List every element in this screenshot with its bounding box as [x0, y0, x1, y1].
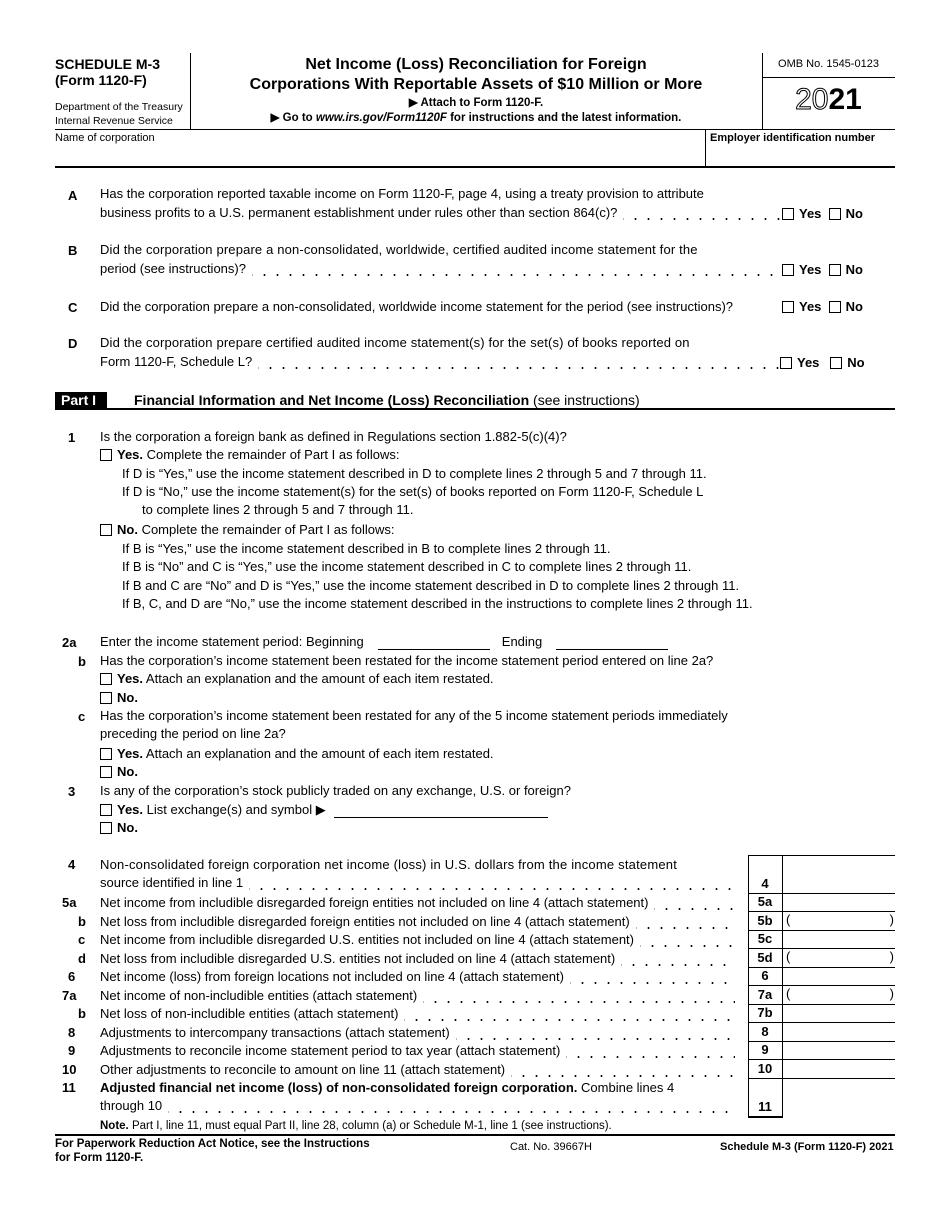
part-title-note: (see instructions) — [529, 392, 640, 408]
question-c-no-checkbox[interactable] — [829, 301, 841, 313]
yes-label: Yes — [797, 355, 820, 370]
question-b-text: period (see instructions)? — [100, 261, 246, 276]
line2b-question: Has the corporation’s income statement been restated for the income statement period entered on line 2a? — [100, 653, 714, 668]
line-number: 3 — [68, 784, 76, 799]
dot-leader — [566, 1043, 735, 1059]
line3-yes-checkbox[interactable] — [100, 804, 112, 816]
period-label: Enter the income statement period: Beginning — [100, 634, 364, 649]
line-number: 2a — [62, 635, 77, 650]
line-number: d — [78, 951, 86, 966]
line-number: c — [78, 932, 86, 947]
dot-leader — [168, 1098, 735, 1114]
question-a-text: Has the corporation reported taxable income on Form 1120-F, page 4, using a treaty provision to attribute — [100, 186, 704, 201]
yes-instruction: Attach an explanation and the amount of each item restated. — [143, 746, 494, 761]
box-label: 4 — [761, 876, 769, 891]
no-label: No. — [117, 690, 138, 705]
no-instruction: Complete the remainder of Part I as follows: — [137, 522, 395, 537]
part-label: Part I — [55, 392, 107, 409]
divider — [748, 1116, 783, 1118]
question-d-no-checkbox[interactable] — [830, 357, 842, 369]
instruction-text: If B, C, and D are “No,” use the income statement described in the instructions to complete lines 2 through 11. — [122, 596, 753, 611]
dot-leader — [249, 875, 735, 891]
note-line — [100, 1118, 612, 1134]
question-c-text: Did the corporation prepare a non-consolidated, worldwide income statement for the period (see instructions)? — [100, 299, 734, 314]
dot-leader — [640, 932, 735, 948]
yes-label: Yes. — [117, 802, 144, 817]
box-label: 8 — [761, 1024, 769, 1039]
yes-label: Yes. — [117, 671, 144, 686]
line-text: Adjustments to intercompany transactions (attach statement) — [100, 1025, 450, 1040]
amount-field-5b[interactable] — [784, 912, 894, 930]
question-d-yes-checkbox[interactable] — [780, 357, 792, 369]
question-d-text: Form 1120-F, Schedule L? — [100, 354, 253, 369]
line-number: 9 — [68, 1043, 76, 1058]
instruction-text: to complete lines 2 through 5 and 7 through 11. — [142, 502, 414, 517]
no-label: No — [845, 262, 863, 277]
amount-field-5c[interactable] — [784, 931, 894, 948]
yes-instruction: Complete the remainder of Part I as follows: — [143, 447, 400, 462]
dept-label: Department of the Treasury — [55, 101, 183, 113]
box-label: 5a — [757, 894, 773, 909]
line-text: Net income from includible disregarded foreign entities not included on line 4 (attach statement) — [100, 895, 649, 910]
no-label: No. — [117, 764, 138, 779]
footer-paperwork: for Form 1120-F. — [55, 1152, 144, 1164]
line1-no-checkbox[interactable] — [100, 524, 112, 536]
line-text: Net loss of non-includible entities (attach statement) — [100, 1006, 399, 1021]
dot-leader — [423, 988, 735, 1004]
line2c-question: Has the corporation’s income statement been restated for any of the 5 income statement periods immediately — [100, 708, 728, 723]
dot-leader — [636, 914, 735, 930]
instruction-text: If B is “No” and C is “Yes,” use the income statement described in C to complete lines 2 through 11. — [122, 559, 692, 574]
line-number: 7a — [62, 988, 77, 1003]
paren-close: ) — [889, 912, 894, 927]
line-text: through 10 — [100, 1098, 163, 1113]
question-b-yes-checkbox[interactable] — [782, 264, 794, 276]
ending-date-field[interactable] — [556, 634, 668, 650]
amount-field-5d[interactable] — [784, 949, 894, 967]
dot-leader — [570, 969, 735, 985]
tax-year — [762, 84, 895, 116]
attach-note: ▶ Attach to Form 1120-F. — [408, 97, 544, 109]
dot-leader — [621, 951, 735, 967]
line2b-no-checkbox[interactable] — [100, 692, 112, 704]
ein-label: Employer identification number — [710, 132, 876, 144]
instruction-text: If B and C are “No” and D is “Yes,” use the income statement described in D to complete lines 2 through 11. — [122, 578, 740, 593]
ein-field[interactable] — [710, 142, 893, 166]
box-label: 9 — [761, 1042, 769, 1057]
yes-label: Yes. — [117, 746, 144, 761]
divider — [705, 130, 706, 167]
box-label: 5d — [757, 950, 773, 965]
question-c-yes-checkbox[interactable] — [782, 301, 794, 313]
line-number: 1 — [68, 430, 76, 445]
amount-field-9[interactable] — [784, 1042, 894, 1059]
irs-label: Internal Revenue Service — [55, 115, 173, 127]
no-label: No — [845, 299, 863, 314]
line1-question: Is the corporation a foreign bank as defined in Regulations section 1.882-5(c)(4)? — [100, 429, 567, 444]
line-text: Other adjustments to reconcile to amount on line 11 (attach statement) — [100, 1062, 506, 1077]
amount-field-4[interactable] — [784, 856, 894, 893]
question-d-text: Did the corporation prepare certified audited income statement(s) for the set(s) of books reported on — [100, 335, 690, 350]
line-number: 4 — [68, 857, 76, 872]
line2a-text — [100, 634, 668, 650]
line-number: 6 — [68, 969, 76, 984]
line2c-no-checkbox[interactable] — [100, 766, 112, 778]
name-label: Name of corporation — [55, 132, 155, 144]
year-bold: 21 — [828, 83, 862, 116]
amount-field-7a[interactable] — [784, 986, 894, 1004]
dot-leader — [654, 895, 735, 911]
no-label: No. — [117, 522, 138, 537]
question-b-no-checkbox[interactable] — [829, 264, 841, 276]
note-text: Part I, line 11, must equal Part II, line 28, column (a) or Schedule M-1, line 1 (see instructions). — [128, 1120, 612, 1132]
question-a-text: business profits to a U.S. permanent establishment under rules other than section 864(c)? — [100, 205, 618, 220]
paren-open: ( — [786, 986, 791, 1001]
note-label: Note. — [100, 1120, 129, 1132]
line-text: Net loss from includible disregarded foreign entities not included on line 4 (attach statement) — [100, 914, 630, 929]
divider — [748, 855, 749, 1117]
beginning-date-field[interactable] — [378, 634, 490, 650]
line-text: Combine lines 4 — [577, 1080, 675, 1095]
line-text: source identified in line 1 — [100, 875, 244, 890]
catalog-number: Cat. No. 39667H — [510, 1141, 592, 1153]
footer-form-id: Schedule M-3 (Form 1120-F) 2021 — [720, 1141, 894, 1153]
footer-paperwork: For Paperwork Reduction Act Notice, see the Instructions — [55, 1138, 370, 1150]
box-label: 7a — [757, 987, 773, 1002]
dot-leader — [404, 1006, 735, 1022]
yes-instruction: Attach an explanation and the amount of each item restated. — [143, 671, 494, 686]
line-number: 8 — [68, 1025, 76, 1040]
line-number: 5a — [62, 895, 77, 910]
line2c-yes-checkbox[interactable] — [100, 748, 112, 760]
box-label: 7b — [757, 1005, 773, 1020]
yes-instruction: List exchange(s) and symbol ▶ — [143, 802, 326, 817]
part-title-text: Financial Information and Net Income (Loss) Reconciliation — [134, 392, 530, 408]
paren-close: ) — [889, 986, 894, 1001]
line-number: b — [78, 914, 86, 929]
yes-label: Yes — [799, 299, 822, 314]
question-letter: C — [68, 300, 78, 315]
instruction-text: If D is “No,” use the income statement(s) for the set(s) of books reported on Form 1120-F, Schedule L — [122, 484, 704, 499]
line-text: Net income (loss) from foreign locations not included on line 4 (attach statement) — [100, 969, 564, 984]
dot-leader — [623, 205, 780, 221]
goto-note — [190, 110, 762, 126]
yes-label: Yes. — [117, 447, 144, 462]
line-text: Net loss from includible disregarded U.S. entities not included on line 4 (attach statement) — [100, 951, 616, 966]
line-number: 10 — [62, 1062, 77, 1077]
line-text-bold: Adjusted financial net income (loss) of non-consolidated foreign corporation. — [100, 1080, 578, 1095]
box-label: 5b — [757, 913, 773, 928]
line2b-yes-checkbox[interactable] — [100, 673, 112, 685]
amount-field-5a[interactable] — [784, 894, 894, 911]
line-text: Adjustments to reconcile income statement period to tax year (attach statement) — [100, 1043, 561, 1058]
paren-open: ( — [786, 912, 791, 927]
question-letter: B — [68, 243, 78, 258]
question-letter: A — [68, 188, 78, 203]
line-number: b — [78, 654, 86, 669]
divider — [782, 855, 783, 1117]
amount-field-10[interactable] — [784, 1060, 894, 1078]
question-b-text: Did the corporation prepare a non-consolidated, worldwide, certified audited income statement for the — [100, 242, 698, 257]
goto-post: for instructions and the latest information. — [446, 112, 682, 124]
exchange-symbol-field[interactable] — [334, 802, 548, 818]
dot-leader — [252, 261, 780, 277]
instruction-text: If B is “Yes,” use the income statement described in B to complete lines 2 through 11. — [122, 541, 611, 556]
paren-close: ) — [889, 949, 894, 964]
line-number: c — [78, 709, 86, 724]
dot-leader — [511, 1062, 735, 1078]
paren-open: ( — [786, 949, 791, 964]
yes-label: Yes — [799, 262, 822, 277]
omb-number: OMB No. 1545-0123 — [778, 58, 879, 70]
dot-leader — [258, 354, 780, 370]
name-field[interactable] — [58, 142, 703, 166]
box-label: 5c — [757, 931, 773, 946]
box-label: 6 — [761, 968, 769, 983]
divider — [55, 408, 895, 410]
no-label: No. — [117, 820, 138, 835]
amount-field-11[interactable] — [784, 1079, 894, 1116]
part-title — [134, 392, 640, 408]
question-a-no-checkbox[interactable] — [829, 208, 841, 220]
box-label: 10 — [757, 1061, 773, 1076]
line3-no-checkbox[interactable] — [100, 822, 112, 834]
line1-yes-checkbox[interactable] — [100, 449, 112, 461]
amount-field-7b[interactable] — [784, 1005, 894, 1022]
schedule-name: SCHEDULE M-3 — [55, 56, 161, 72]
line3-question: Is any of the corporation’s stock publicly traded on any exchange, U.S. or foreign? — [100, 783, 571, 798]
form-title-line1: Net Income (Loss) Reconciliation for Foreign — [305, 56, 647, 73]
box-label: 11 — [758, 1099, 772, 1114]
question-a-yes-checkbox[interactable] — [782, 208, 794, 220]
line-text: Net income from includible disregarded U.S. entities not included on line 4 (attach statement) — [100, 932, 635, 947]
line2c-question: preceding the period on line 2a? — [100, 726, 286, 741]
yes-label: Yes — [799, 206, 822, 221]
form-number: (Form 1120-F) — [55, 72, 147, 88]
irs-link[interactable]: www.irs.gov/Form1120F — [315, 112, 447, 124]
line-text: Net income of non-includible entities (attach statement) — [100, 988, 418, 1003]
no-label: No — [847, 355, 865, 370]
line-number: b — [78, 1006, 86, 1021]
line-text: Non-consolidated foreign corporation net income (loss) in U.S. dollars from the income statement — [100, 857, 678, 872]
instruction-text: If D is “Yes,” use the income statement described in D to complete lines 2 through 5 and 7 through 11. — [122, 466, 707, 481]
amount-field-6[interactable] — [784, 968, 894, 985]
divider — [762, 77, 895, 78]
line-number: 11 — [62, 1080, 76, 1095]
question-letter: D — [68, 336, 78, 351]
divider — [55, 166, 895, 168]
ending-label: Ending — [501, 634, 543, 649]
goto-pre: ▶ Go to — [270, 112, 316, 124]
dot-leader — [456, 1025, 735, 1041]
divider — [55, 1134, 895, 1136]
amount-field-8[interactable] — [784, 1023, 894, 1041]
year-outline: 20 — [795, 83, 829, 116]
form-title-line2: Corporations With Reportable Assets of $10 Million or More — [249, 76, 703, 93]
no-label: No — [845, 206, 863, 221]
